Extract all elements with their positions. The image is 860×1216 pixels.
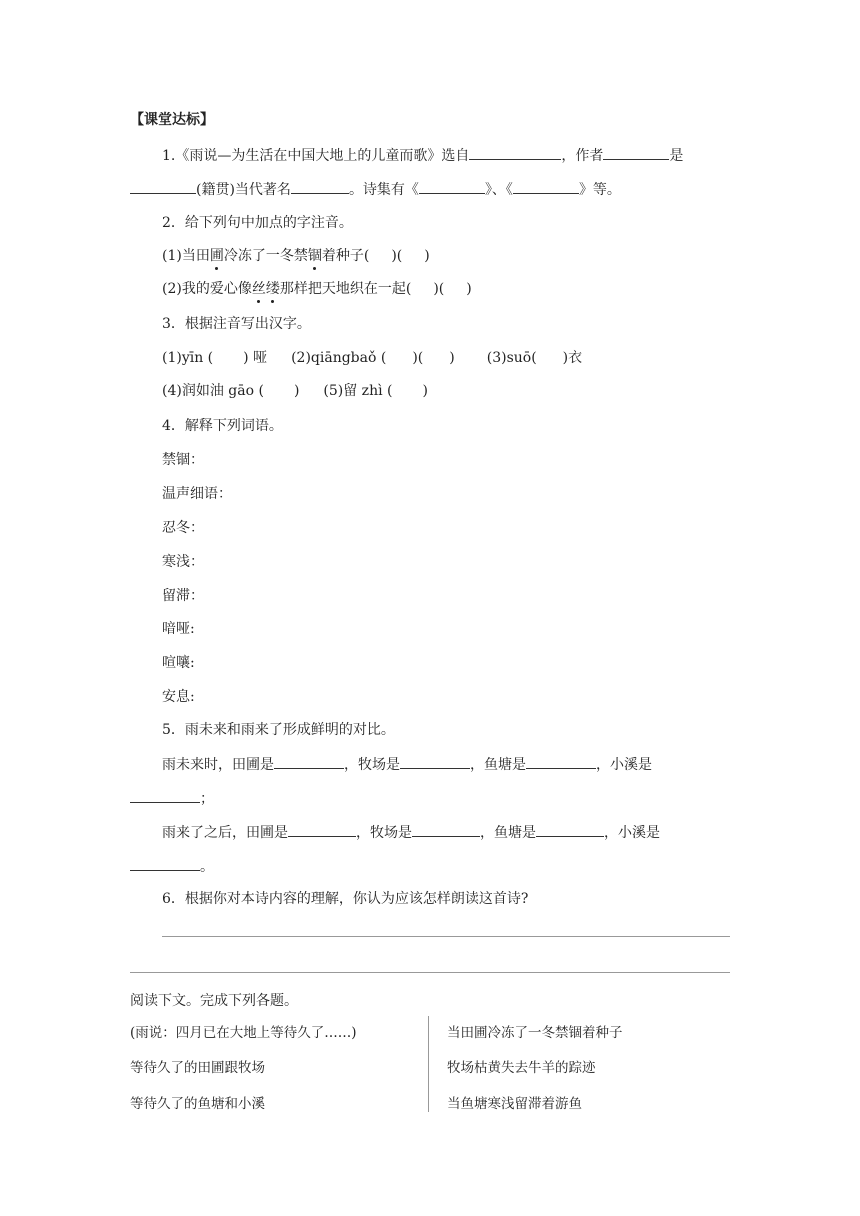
answer-blank[interactable] <box>274 754 344 769</box>
answer-blank[interactable] <box>513 179 579 194</box>
column-divider <box>428 1016 429 1112</box>
sentence-text: )( <box>391 248 403 264</box>
dotted-char: 锢 <box>307 248 322 264</box>
sentence-text: 那样把天地织在一起( <box>279 281 412 297</box>
q5-text: ，小溪是 <box>596 757 652 773</box>
q5-text: ，牧场是 <box>344 757 400 773</box>
sentence-text: (1)当田 <box>162 248 210 264</box>
answer-blank[interactable] <box>288 822 356 837</box>
q5-text: ； <box>200 791 214 807</box>
answer-blank[interactable] <box>419 179 485 194</box>
dotted-char: 缕 <box>265 281 280 297</box>
question-5-after-rain <box>162 822 660 843</box>
pinyin-item: (3)suō( <box>486 350 537 366</box>
q1-text-b: ，作者 <box>561 148 604 164</box>
answer-line[interactable] <box>130 972 730 973</box>
answer-blank[interactable] <box>130 856 200 871</box>
answer-line[interactable] <box>162 936 730 937</box>
question-3-row-2 <box>162 381 428 401</box>
sentence-text: 冷冻了一冬禁 <box>223 248 308 264</box>
question-2-sentence-2 <box>162 279 472 299</box>
pinyin-item: ) <box>449 350 455 366</box>
q5-text: 雨未来时，田圃是 <box>162 757 274 773</box>
question-3-row-1 <box>162 348 582 368</box>
question-2-sentence-1 <box>162 246 430 266</box>
sentence-text: 着种子( <box>321 248 370 264</box>
pinyin-item: ) <box>293 383 300 399</box>
section-title: 【课堂达标】 <box>130 112 214 128</box>
dotted-char: 圃 <box>209 248 224 264</box>
question-2-title: 2．给下列句中加点的字注音。 <box>162 215 353 231</box>
pinyin-item: )衣 <box>562 350 583 366</box>
answer-blank[interactable] <box>603 145 669 160</box>
dotted-char: 丝 <box>251 281 266 297</box>
answer-blank[interactable] <box>400 754 470 769</box>
question-3-title: 3．根据注音写出汉字。 <box>162 316 311 332</box>
pinyin-item: ) 哑 <box>243 350 268 366</box>
poem-right-line: 当鱼塘寒浅留滞着游鱼 <box>447 1096 582 1112</box>
answer-blank[interactable] <box>130 788 200 803</box>
answer-blank[interactable] <box>526 754 596 769</box>
poem-left-line: 等待久了的鱼塘和小溪 <box>130 1096 265 1112</box>
q5-text: ，鱼塘是 <box>470 757 526 773</box>
sentence-text: (2)我的爱心像 <box>162 281 252 297</box>
question-1-line-1 <box>162 145 683 166</box>
poem-left-line: (雨说：四月已在大地上等待久了……) <box>130 1025 357 1041</box>
question-5-before-rain-cont <box>130 788 214 809</box>
pinyin-item: (2)qiāngbaǒ ( <box>291 350 387 366</box>
q1-text-c: 是 <box>669 148 684 164</box>
vocab-item: 喑哑: <box>162 621 195 637</box>
reading-intro: 阅读下文。完成下列各题。 <box>130 993 298 1009</box>
answer-blank[interactable] <box>130 179 196 194</box>
vocab-item: 温声细语： <box>162 486 232 502</box>
vocab-item: 寒浅： <box>162 554 204 570</box>
sentence-text: ) <box>424 248 430 264</box>
pinyin-item: (4)润如油 gāo ( <box>162 383 264 399</box>
answer-blank[interactable] <box>469 145 561 160</box>
poem-left-line: 等待久了的田圃跟牧场 <box>130 1060 265 1076</box>
pinyin-item: ) <box>422 383 428 399</box>
vocab-item: 喧嚷: <box>162 655 195 671</box>
q1-text-f: 》、《 <box>484 182 513 198</box>
vocab-item: 禁锢： <box>162 452 204 468</box>
vocab-item: 忍冬： <box>162 520 204 536</box>
vocab-item: 留滞： <box>162 588 204 604</box>
sentence-text: ) <box>466 281 472 297</box>
question-6-title: 6．根据你对本诗内容的理解，你认为应该怎样朗读这首诗? <box>162 891 529 907</box>
question-1-line-2 <box>130 179 621 200</box>
question-5-before-rain <box>162 754 652 775</box>
question-5-title: 5．雨未来和雨来了形成鲜明的对比。 <box>162 722 395 738</box>
q1-text-g: 》等。 <box>578 182 621 198</box>
answer-blank[interactable] <box>412 822 480 837</box>
sentence-text: )( <box>433 281 445 297</box>
q5-text: ，鱼塘是 <box>480 825 536 841</box>
q5-text: ，牧场是 <box>356 825 412 841</box>
q1-text-e: 。诗集有《 <box>348 182 419 198</box>
poem-right-line: 牧场枯黄失去牛羊的踪迹 <box>447 1060 596 1076</box>
q5-text: ，小溪是 <box>604 825 660 841</box>
poem-right-line: 当田圃冷冻了一冬禁锢着种子 <box>447 1025 623 1041</box>
pinyin-item: (1)yīn ( <box>162 350 214 366</box>
q1-text-a: 1.《雨说—为生活在中国大地上的儿童而歌》选自 <box>162 148 470 164</box>
pinyin-item: (5)留 zhì ( <box>323 383 393 399</box>
answer-blank[interactable] <box>536 822 604 837</box>
q5-text: 雨来了之后，田圃是 <box>162 825 288 841</box>
answer-blank[interactable] <box>291 179 349 194</box>
question-4-title: 4．解释下列词语。 <box>162 418 283 434</box>
question-5-after-rain-cont <box>130 856 214 877</box>
q5-text: 。 <box>200 859 214 875</box>
q1-text-d: (籍贯)当代著名 <box>196 182 291 198</box>
pinyin-item: )( <box>412 350 424 366</box>
vocab-item: 安息: <box>162 689 195 705</box>
